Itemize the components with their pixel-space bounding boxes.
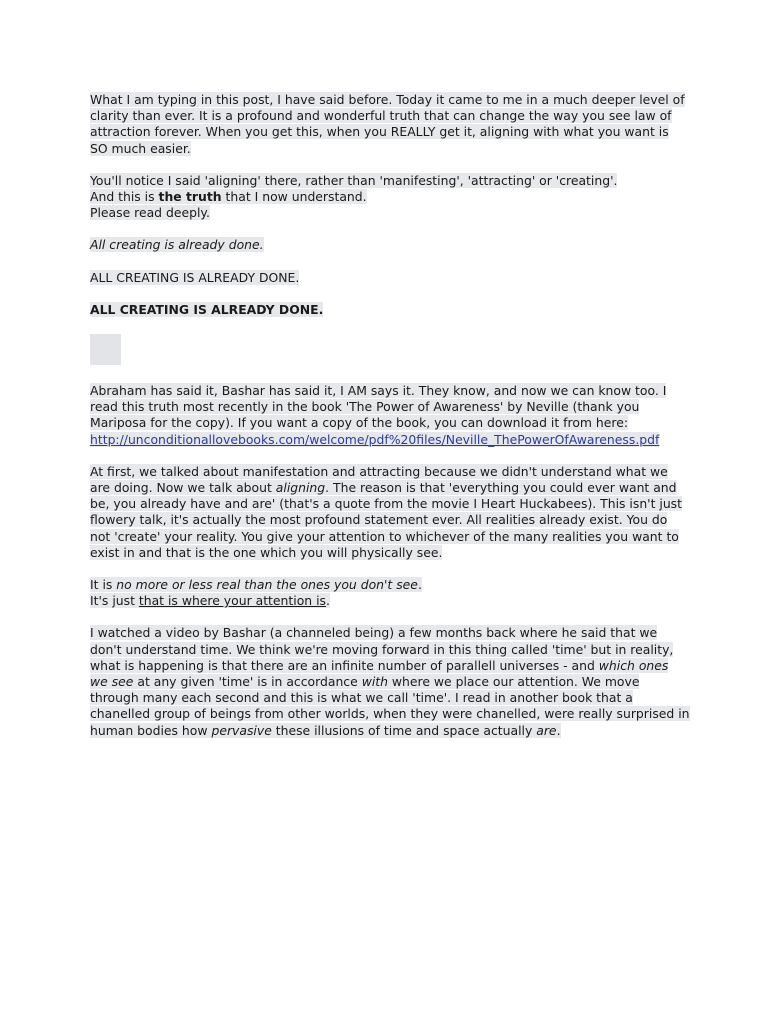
real-line-pre: It is (90, 577, 117, 593)
paragraph-caps-creating (90, 270, 690, 286)
bashar-emphasis-4: are (536, 722, 557, 738)
first-text-post: . The reason is that 'everything you could ever want and be, you already have and are' (that's a quote from the movie I Heart Huckabees). This isn't just flowery talk, it's actually the most profound statement ever. All realities already exist. You do not 'create' your reality. You give your attention to whichever of the many realities you want to exist in and that is the one which you will physically see. (90, 480, 682, 560)
attention-line (90, 593, 330, 608)
aligning-line: You'll notice I said 'aligning' there, rather than 'manifesting', 'attracting' or 'creating'. (90, 172, 618, 188)
aligning-emphasis: aligning (275, 480, 326, 496)
paragraph-italic-creating (90, 237, 690, 253)
book-download-link[interactable]: http://unconditionallovebooks.com/welcome/pdf%20files/Neville_ThePowerOfAwareness.pdf (90, 431, 660, 447)
bashar-part-1: I watched a video by Bashar (a channeled being) a few months back where he said that we don't understand time. We think we're moving forward in this thing called 'time' but in reality, what is happening is that there are an infinite number of parallell universes - and (90, 625, 674, 673)
bashar-emphasis-3: pervasive (211, 722, 272, 738)
bashar-part-5: . (556, 722, 561, 738)
document-body (90, 92, 690, 755)
caps-creating-text: ALL CREATING IS ALREADY DONE. (90, 269, 300, 285)
paragraph-bashar (90, 625, 690, 738)
real-line-post: . (417, 577, 422, 593)
attention-line-post: . (325, 593, 330, 609)
read-deeply-line: Please read deeply. (90, 205, 210, 221)
paragraph-aligning (90, 173, 690, 222)
truth-line (90, 189, 367, 204)
truth-line-pre: And this is (90, 189, 159, 205)
paragraph-abraham (90, 383, 690, 448)
bashar-text (90, 625, 690, 737)
image-placeholder (90, 334, 121, 365)
truth-line-post: that I now understand. (221, 189, 367, 205)
bashar-part-2: at any given 'time' is in accordance (133, 674, 362, 690)
italic-creating-text: All creating is already done. (90, 237, 264, 253)
first-text-pre: At first, we talked about manifestation and attracting because we didn't understand what we are doing. Now we talk about (90, 463, 668, 496)
paragraph-first (90, 464, 690, 561)
first-text (90, 464, 682, 560)
bold-creating-text: ALL CREATING IS ALREADY DONE. (90, 301, 324, 317)
abraham-text: Abraham has said it, Bashar has said it, I AM says it. They know, and now we can know too. I read this truth most recently in the book 'The Power of Awareness' by Neville (thank you Mariposa for the copy). If you want a copy of the book, you can download it from here: (90, 383, 667, 431)
paragraph-intro (90, 92, 690, 157)
bashar-part-4: these illusions of time and space actually (271, 722, 537, 738)
bashar-emphasis-1: which ones we see (90, 657, 669, 690)
attention-line-pre: It's just (90, 593, 139, 609)
paragraph-real (90, 577, 690, 609)
bashar-part-3: where we place our attention. We move through many each second and this is what we call 'time'. I read in another book that a chanelled group of beings from other worlds, when they were chanelled, were really surprised in human bodies how (90, 674, 690, 738)
paragraph-bold-creating (90, 302, 690, 318)
attention-emphasis: that is where your attention is (138, 593, 326, 609)
paragraph-intro-text: What I am typing in this post, I have said before. Today it came to me in a much deeper level of clarity than ever. It is a profound and wonderful truth that can change the way you see law of attraction forever. When you get this, when you REALLY get it, aligning with what you want is SO much easier. (90, 92, 685, 156)
truth-emphasis: the truth (158, 189, 222, 205)
real-line (90, 577, 422, 592)
real-emphasis: no more or less real than the ones you don't see (116, 577, 418, 593)
bashar-emphasis-2: with (361, 674, 388, 690)
